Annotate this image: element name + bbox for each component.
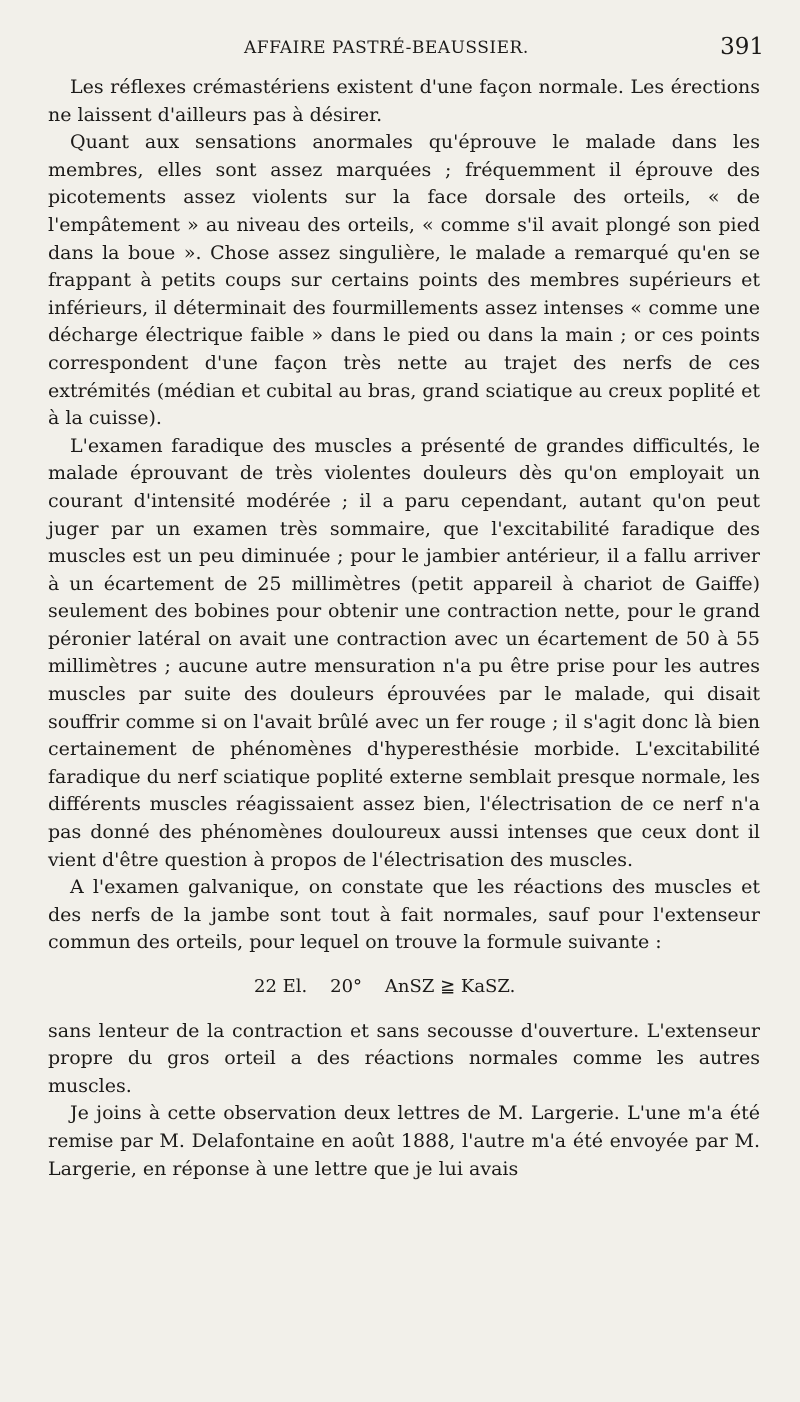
paragraph-galvanic-exam: A l'examen galvanique, on constate que les réactions des muscles et des nerfs de la jambe sont tout à fait normales, sauf pour l'extenseur commun des orteils, pour lequel on trouve la formule suivante : bbox=[48, 876, 760, 954]
paragraph-reflexes: Les réflexes crémastériens existent d'une façon normale. Les érections ne laissent d'ailleurs pas à désirer. bbox=[48, 76, 760, 126]
running-head: AFFAIRE PASTRÉ-BEAUSSIER. bbox=[244, 38, 529, 58]
page-number: 391 bbox=[720, 34, 764, 60]
paragraph-contraction: sans lenteur de la contraction et sans secousse d'ouverture. L'extenseur propre du gros orteil a des réactions normales comme les autres muscles. bbox=[48, 1019, 760, 1097]
paragraph-letters: Je joins à cette observation deux lettres de M. Largerie. L'une m'a été remise par M. Delafontaine en août 1888, l'autre m'a été envoyée par M. Largerie, en réponse à une lettre que je lui avais bbox=[48, 1102, 760, 1180]
body-text bbox=[48, 74, 760, 1183]
paragraph-sensations: Quant aux sensations anormales qu'éprouve le malade dans les membres, elles sont assez marquées ; fréquemment il éprouve des picotements assez violents sur la face dorsale des orteils, « de l'empâtement » au niveau des orteils, « comme s'il avait plongé son pied dans la boue ». Chose assez singulière, le malade a remarqué qu'en se frappant à petits coups sur certains points des membres supérieurs et inférieurs, il déterminait des fourmillements assez intenses « comme une décharge électrique faible » dans le pied ou dans la main ; or ces points correspondent d'une façon très nette au trajet des nerfs de ces extrémités (médian et cubital au bras, grand sciatique au creux poplité et à la cuisse). bbox=[48, 131, 760, 430]
galvanic-formula: 22 El. 20° AnSZ ≧ KaSZ. bbox=[254, 976, 516, 997]
paragraph-faradic-exam: L'examen faradique des muscles a présenté de grandes difficultés, le malade éprouvant de très violentes douleurs dès qu'on employait un courant d'intensité modérée ; il a paru cependant, autant qu'on peut juger par un examen très sommaire, que l'excitabilité faradique des muscles est un peu diminuée ; pour le jambier antérieur, il a fallu arriver à un écartement de 25 millimètres (petit appareil à chariot de Gaiffe) seulement des bobines pour obtenir une contraction nette, pour le grand péronier latéral on avait une contraction avec un écartement de 50 à 55 millimètres ; aucune autre mensuration n'a pu être prise pour les autres muscles par suite des douleurs éprouvées par le malade, qui disait souffrir comme si on l'avait brûlé avec un fer rouge ; il s'agit donc là bien certainement de phénomènes d'hyperesthésie morbide. L'excitabilité faradique du nerf sciatique poplité externe semblait presque normale, les différents muscles réagissaient assez bien, l'électrisation de ce nerf n'a pas donné des phénomènes douloureux aussi intenses que ceux dont il vient d'être question à propos de l'électrisation des muscles. bbox=[48, 434, 760, 871]
page-header bbox=[48, 30, 770, 70]
